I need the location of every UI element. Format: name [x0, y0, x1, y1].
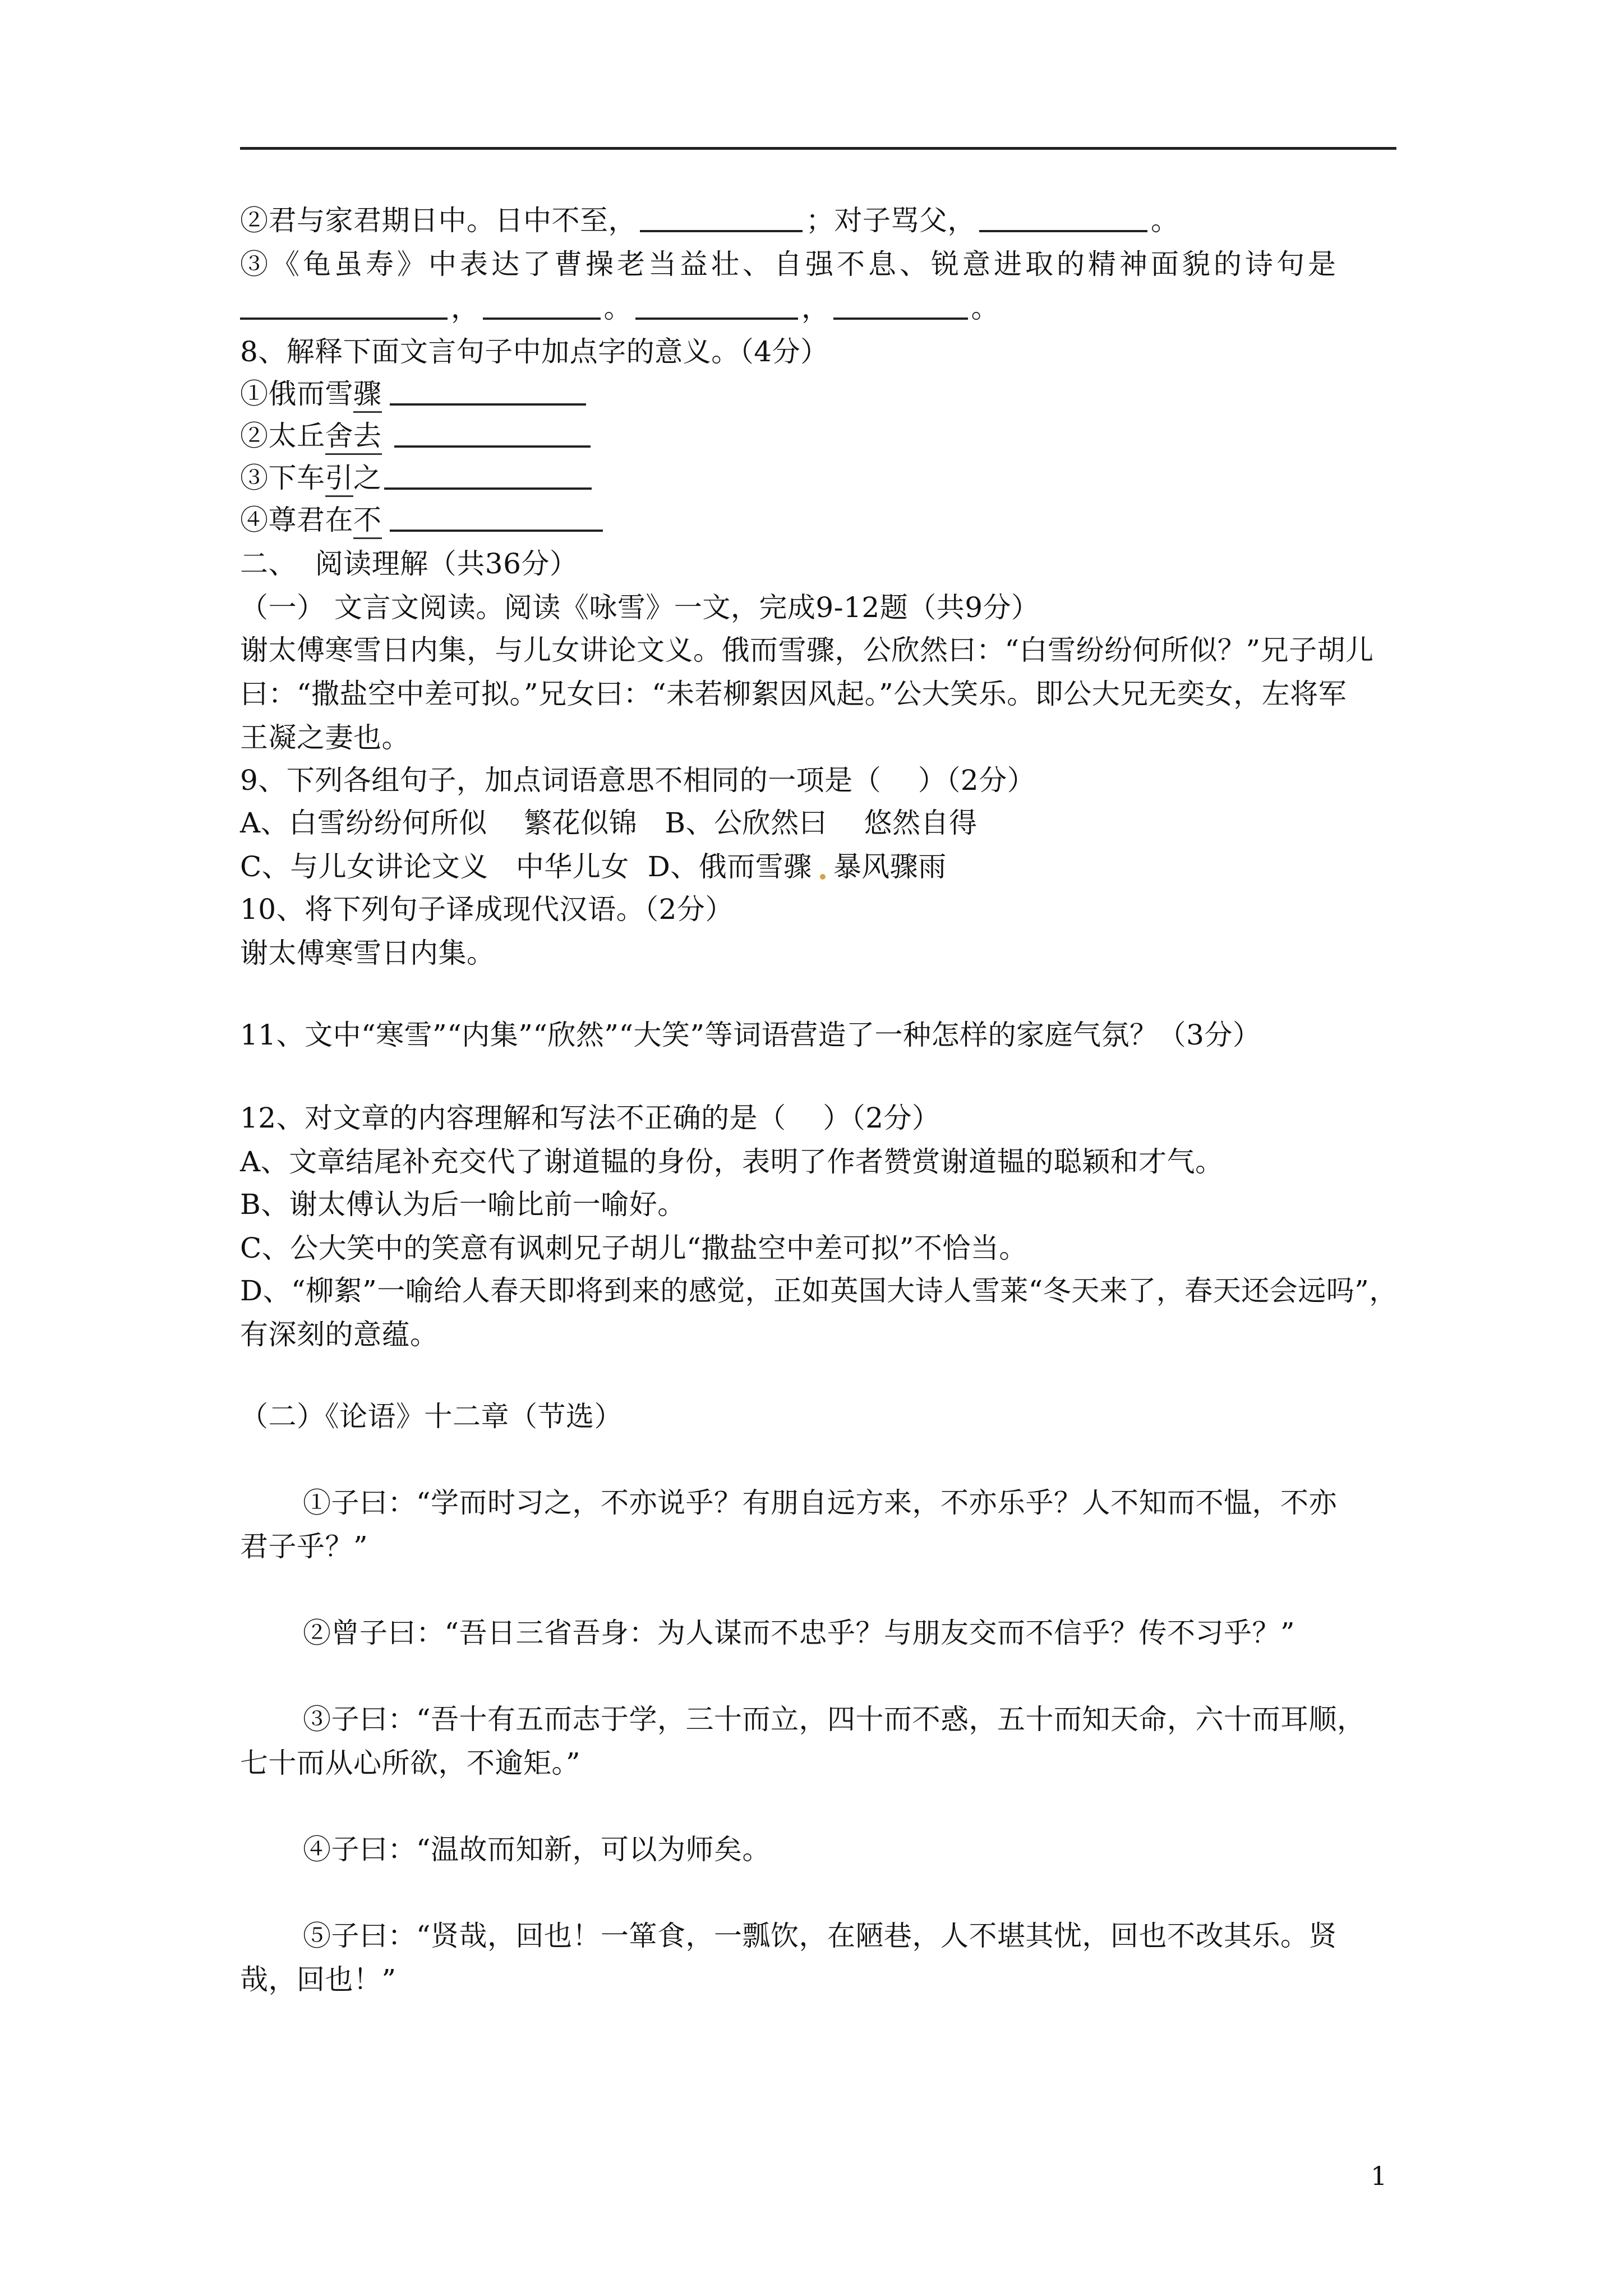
question-12-option-d-cont: 有深刻的意蕴。 — [240, 1318, 439, 1351]
stray-mark — [820, 874, 826, 880]
answer-blank[interactable] — [384, 465, 592, 490]
answer-blank[interactable] — [394, 423, 591, 448]
question-12-option-c: C、公大笑中的笑意有讽刺兄子胡儿“撒盐空中差可拟”不恰当。 — [240, 1232, 1027, 1264]
question-12: 12、对文章的内容理解和写法不正确的是（ ）（2分） — [240, 1102, 940, 1134]
question-12-option-a: A、文章结尾补充交代了谢道韫的身份，表明了作者赞赏谢道韫的聪颖和才气。 — [240, 1145, 1224, 1178]
answer-blank[interactable] — [390, 507, 603, 532]
question-8: 8、解释下面文言句子中加点字的意义。（4分） — [240, 335, 829, 368]
passage-line-3: 王凝之妻也。 — [240, 721, 410, 754]
question-9-options-ab: A、白雪纷纷何所似 繁花似锦 B、公欣然曰 悠然自得 — [240, 807, 978, 839]
answer-blank[interactable] — [390, 381, 586, 406]
analects-4: ④子曰：“温故而知新，可以为师矣。 — [303, 1833, 771, 1866]
item-3-blanks: ， 。 ， 。 — [240, 294, 999, 322]
answer-blank[interactable] — [640, 208, 803, 232]
answer-blank[interactable] — [833, 295, 968, 320]
answer-blank[interactable] — [979, 208, 1147, 232]
answer-blank[interactable] — [483, 295, 601, 320]
answer-blank[interactable] — [240, 295, 448, 320]
question-8-item-4: ④尊君在不 — [240, 506, 606, 534]
passage-line-1: 谢太傅寒雪日内集，与儿女讲论文义。俄而雪骤，公欣然曰：“白雪纷纷何所似？”兄子胡儿 — [240, 634, 1374, 666]
question-8-item-1: ①俄而雪骤 — [240, 380, 589, 408]
analects-3-line-2: 七十而从心所欲，不逾矩。” — [240, 1747, 581, 1779]
question-9-options-cd: C、与儿女讲论文义 中华儿女 D、俄而雪骤 暴风骤雨 — [240, 850, 947, 883]
section-2-heading: 二、 阅读理解（共36分） — [240, 547, 578, 580]
analects-5-line-2: 哉，回也！” — [240, 1963, 396, 1996]
subsection-2-heading: （二）《论语》十二章（节选） — [240, 1400, 623, 1433]
question-10-sentence: 谢太傅寒雪日内集。 — [240, 937, 495, 969]
analects-5-line-1: ⑤子曰：“贤哉，回也！一箪食，一瓢饮，在陋巷，人不堪其忧，回也不改其乐。贤 — [303, 1920, 1338, 1952]
item-3-line: ③《龟虽寿》中表达了曹操老当益壮、自强不息、锐意进取的精神面貌的诗句是 — [240, 248, 1339, 280]
question-9: 9、下列各组句子，加点词语意思不相同的一项是（ ）（2分） — [240, 764, 1036, 797]
analects-1-line-1: ①子曰：“学而时习之，不亦说乎？有朋自远方来，不亦乐乎？人不知而不愠，不亦 — [303, 1487, 1338, 1519]
page-number: 1 — [1371, 2161, 1387, 2191]
question-8-item-2: ②太丘舍去 — [240, 422, 594, 450]
analects-3-line-1: ③子曰：“吾十有五而志于学，三十而立，四十而不惑，五十而知天命，六十而耳顺， — [303, 1703, 1366, 1736]
item-2-line: ②君与家君期日中。日中不至， ；对子骂父， 。 — [240, 204, 1179, 237]
analects-1-line-2: 君子乎？” — [240, 1530, 368, 1563]
answer-blank[interactable] — [635, 295, 798, 320]
question-12-option-d: D、“柳絮”一喻给人春天即将到来的感觉，正如英国大诗人雪莱“冬天来了，春天还会远吗”， — [240, 1274, 1398, 1307]
header-rule — [240, 147, 1396, 150]
question-10: 10、将下列句子译成现代汉语。（2分） — [240, 893, 734, 926]
passage-line-2: 曰：“撒盐空中差可拟。”兄女曰：“未若柳絮因风起。”公大笑乐。即公大兄无奕女，左将军 — [240, 678, 1347, 710]
question-8-item-3: ③下车引之 — [240, 464, 595, 492]
subsection-1-heading: （一） 文言文阅读。阅读《咏雪》一文，完成9-12题（共9分） — [240, 591, 1040, 624]
question-11: 11、文中“寒雪”“内集”“欣然”“大笑”等词语营造了一种怎样的家庭气氛？（3分） — [240, 1019, 1261, 1051]
analects-2: ②曾子曰：“吾日三省吾身：为人谋而不忠乎？与朋友交而不信乎？传不习乎？” — [303, 1617, 1295, 1649]
question-12-option-b: B、谢太傅认为后一喻比前一喻好。 — [240, 1188, 686, 1221]
